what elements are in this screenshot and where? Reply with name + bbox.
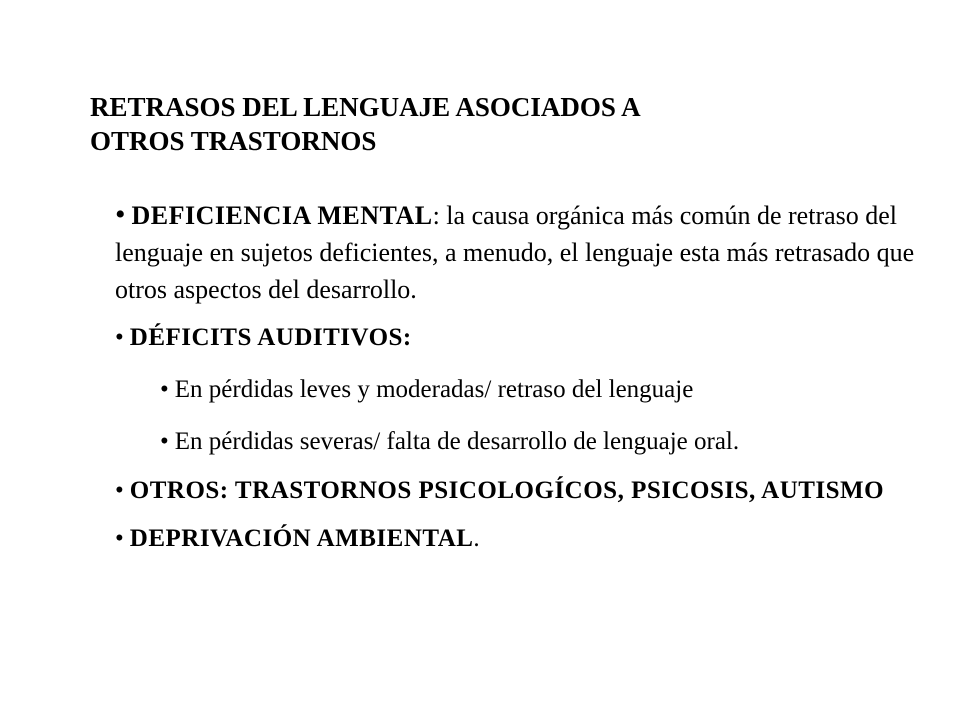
bullet-heading: OTROS: TRASTORNOS PSICOLOGÍCOS, PSICOSIS, AUTISMO [129, 477, 885, 504]
bullet-heading: DEFICIENCIA MENTAL [131, 201, 433, 230]
bullet-deficits-auditivos [115, 318, 925, 358]
bullet-text: : la causa orgánica más común de retraso del lenguaje en sujetos deficientes, a menudo, el lenguaje esta más retrasado que otros aspectos del desarrollo. [115, 201, 915, 304]
sub-bullet-text: En pérdidas leves y moderadas/ retraso del lenguaje [174, 376, 694, 403]
bullet-dot: • [115, 324, 124, 351]
slide-title [90, 90, 850, 158]
bullet-otros [115, 472, 925, 509]
sub-bullet-text: En pérdidas severas/ falta de desarrollo de lenguaje oral. [174, 428, 740, 455]
bullet-dot: • [160, 376, 169, 403]
sub-bullet-perdidas-severas [160, 422, 925, 462]
slide-body [115, 196, 925, 559]
bullet-text: . [473, 525, 480, 552]
bullet-dot: • [160, 428, 169, 455]
bullet-deficiencia-mental [115, 196, 925, 308]
bullet-heading: DEPRIVACIÓN AMBIENTAL [129, 525, 474, 552]
bullet-dot: • [115, 198, 126, 231]
bullet-dot: • [115, 525, 124, 552]
slide-title-line-1: RETRASOS DEL LENGUAJE ASOCIADOS A [90, 92, 641, 122]
slide-title-line-2: OTROS TRASTORNOS [90, 126, 377, 156]
bullet-dot: • [115, 477, 124, 504]
bullet-heading: DÉFICITS AUDITIVOS: [129, 324, 412, 351]
sub-bullet-perdidas-leves [160, 370, 925, 410]
bullet-deprivacion-ambiental [115, 519, 925, 559]
